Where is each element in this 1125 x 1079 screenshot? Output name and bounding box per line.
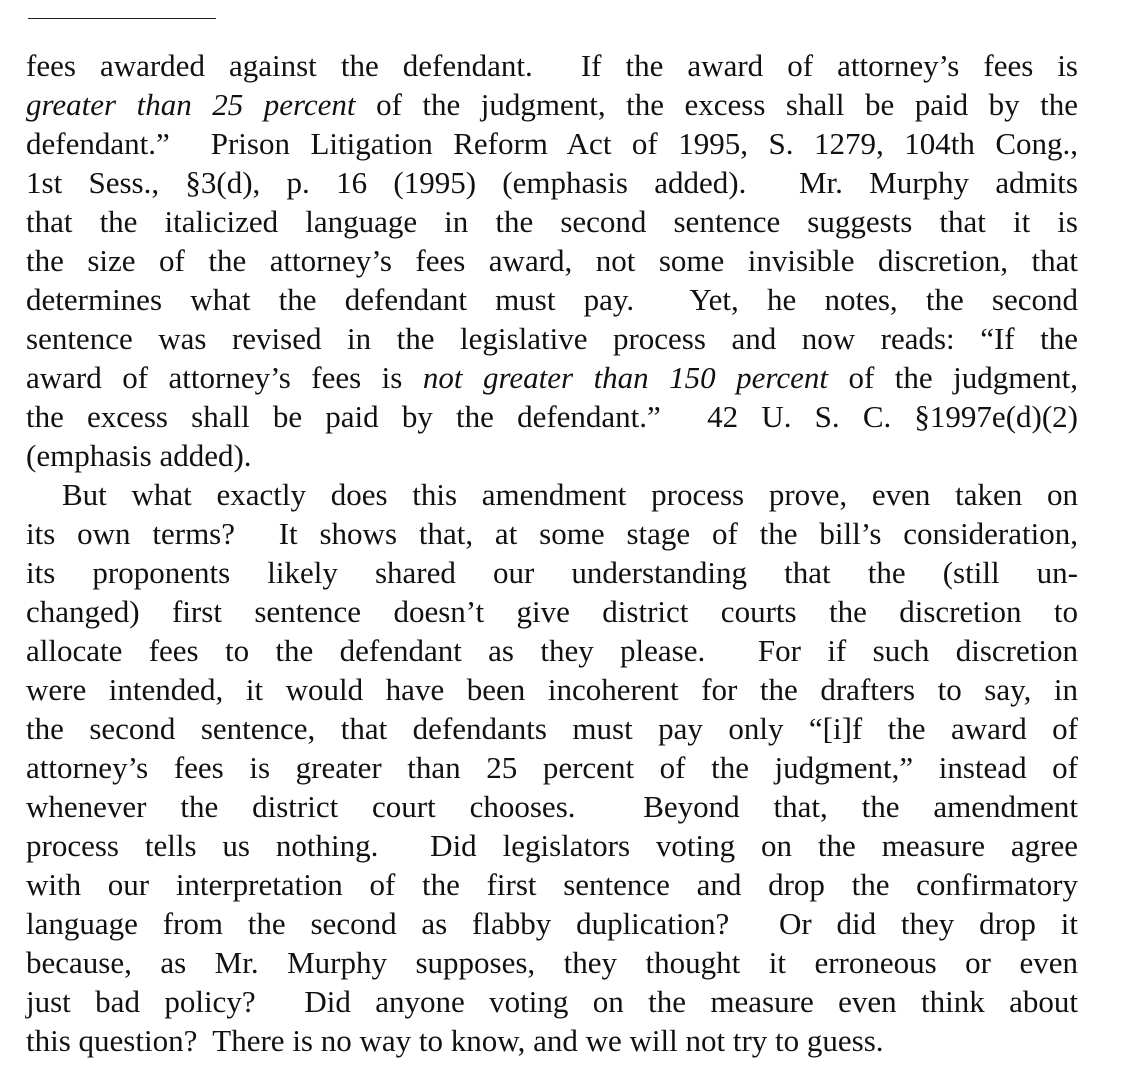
text-line (26, 46, 1078, 85)
text-line (26, 670, 1078, 709)
footnote-separator-rule (28, 18, 216, 19)
text-segment: 1st Sess., §3(d), p. 16 (1995) (emphasis added). Mr. Murphy admits (26, 165, 1078, 200)
text-line (26, 280, 1078, 319)
italic-emphasis: greater than 25 percent (26, 87, 356, 122)
text-segment: award of attorney’s fees is (26, 360, 423, 395)
text-line (26, 904, 1078, 943)
text-line (26, 202, 1078, 241)
text-line (26, 553, 1078, 592)
text-line (26, 124, 1078, 163)
text-segment: of the judgment, (827, 360, 1079, 395)
text-segment: its proponents likely shared our understanding that the (still un- (26, 555, 1078, 590)
text-segment: that the italicized language in the second sentence suggests that it is (26, 204, 1078, 239)
document-body (26, 46, 1078, 1060)
text-line (26, 943, 1078, 982)
text-segment: process tells us nothing. Did legislators voting on the measure agree (26, 828, 1078, 863)
text-line (26, 436, 1078, 475)
text-segment: whenever the district court chooses. Beyond that, the amendment (26, 789, 1078, 824)
text-segment: just bad policy? Did anyone voting on the measure even think about (26, 984, 1078, 1019)
text-line (26, 514, 1078, 553)
text-line (26, 85, 1078, 124)
text-line (26, 982, 1078, 1021)
text-segment: the excess shall be paid by the defendant.” 42 U. S. C. §1997e(d)(2) (26, 399, 1078, 434)
text-segment: the second sentence, that defendants must pay only “[i]f the award of (26, 711, 1078, 746)
text-line (26, 163, 1078, 202)
text-line (26, 709, 1078, 748)
text-segment: because, as Mr. Murphy supposes, they thought it erroneous or even (26, 945, 1078, 980)
text-line (26, 826, 1078, 865)
text-segment: But what exactly does this amendment process prove, even taken on (62, 477, 1078, 512)
italic-emphasis: not greater than 150 percent (422, 360, 828, 395)
text-line (26, 397, 1078, 436)
text-segment: allocate fees to the defendant as they please. For if such discretion (26, 633, 1078, 668)
footnote-continuation (26, 46, 1078, 475)
text-line (26, 592, 1078, 631)
text-line (26, 358, 1078, 397)
text-line (26, 319, 1078, 358)
text-segment: defendant.” Prison Litigation Reform Act of 1995, S. 1279, 104th Cong., (26, 126, 1078, 161)
text-segment: with our interpretation of the first sentence and drop the confirmatory (26, 867, 1078, 902)
text-line (26, 475, 1078, 514)
text-line (26, 748, 1078, 787)
text-segment: determines what the defendant must pay. Yet, he notes, the second (26, 282, 1078, 317)
text-line (26, 241, 1078, 280)
text-segment: this question? There is no way to know, and we will not try to guess. (26, 1023, 884, 1058)
text-segment: attorney’s fees is greater than 25 percent of the judgment,” instead of (26, 750, 1078, 785)
text-segment: language from the second as flabby duplication? Or did they drop it (26, 906, 1078, 941)
text-segment: the size of the attorney’s fees award, not some invisible discretion, that (26, 243, 1078, 278)
text-segment: changed) first sentence doesn’t give district courts the discretion to (26, 594, 1078, 629)
text-line (26, 865, 1078, 904)
text-segment: of the judgment, the excess shall be paid by the (355, 87, 1079, 122)
text-segment: its own terms? It shows that, at some stage of the bill’s consideration, (26, 516, 1078, 551)
text-segment: sentence was revised in the legislative process and now reads: “If the (26, 321, 1078, 356)
text-segment: (emphasis added). (26, 438, 252, 473)
text-line (26, 1021, 1078, 1060)
text-segment: fees awarded against the defendant. If the award of attorney’s fees is (26, 48, 1078, 83)
text-segment: were intended, it would have been incoherent for the drafters to say, in (26, 672, 1078, 707)
text-line (26, 631, 1078, 670)
text-line (26, 787, 1078, 826)
second-paragraph (26, 475, 1078, 1060)
